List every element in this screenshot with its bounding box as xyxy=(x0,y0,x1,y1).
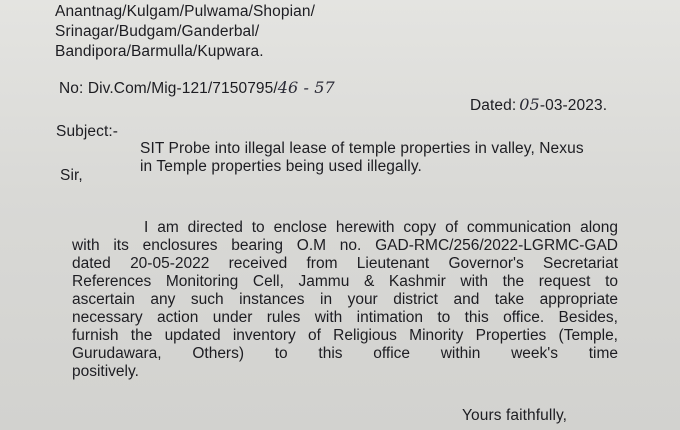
reference-number xyxy=(59,79,335,98)
body-line-2: with its enclosures bearing O.M no. GAD-RMC/256/2022-LGRMC-GAD xyxy=(72,237,618,254)
address-line-2: Srinagar/Budgam/Ganderbal/ xyxy=(55,23,260,40)
body-line-3: dated 20-05-2022 received from Lieutenant Governor's Secretariat xyxy=(72,255,618,272)
body-line-6: necessary action under rules with intimation to this office. Besides, xyxy=(72,309,618,326)
reference-date xyxy=(470,96,607,115)
reference-number-handwritten: 46 - 57 xyxy=(277,78,335,97)
body-line-1: I am directed to enclose herewith copy of communication along xyxy=(144,219,618,236)
address-line-1: Anantnag/Kulgam/Pulwama/Shopian/ xyxy=(55,3,315,20)
subject-line-1: SIT Probe into illegal lease of temple properties in valley, Nexus xyxy=(140,140,584,157)
subject-label: Subject:- xyxy=(56,123,119,140)
closing: Yours faithfully, xyxy=(462,407,568,424)
body-line-7: furnish the updated inventory of Religious Minority Properties (Temple, xyxy=(72,327,618,344)
date-rest: -03-2023. xyxy=(539,97,608,114)
date-label: Dated: xyxy=(470,97,517,114)
body-line-8: Gurudawara, Others) to this office within week's time xyxy=(72,345,618,362)
address-line-3: Bandipora/Barmulla/Kupwara. xyxy=(55,43,264,60)
subject-line-2: in Temple properties being used illegally. xyxy=(140,158,422,175)
body-line-5: ascertain any such instances in your district and take appropriate xyxy=(72,291,618,308)
reference-number-prefix: No: Div.Com/Mig-121/7150795/ xyxy=(59,80,278,97)
date-handwritten: 05 xyxy=(519,95,540,114)
salutation: Sir, xyxy=(60,167,83,184)
body-line-4: References Monitoring Cell, Jammu & Kashmir with the request to xyxy=(72,273,618,290)
body-line-9: positively. xyxy=(72,363,139,380)
